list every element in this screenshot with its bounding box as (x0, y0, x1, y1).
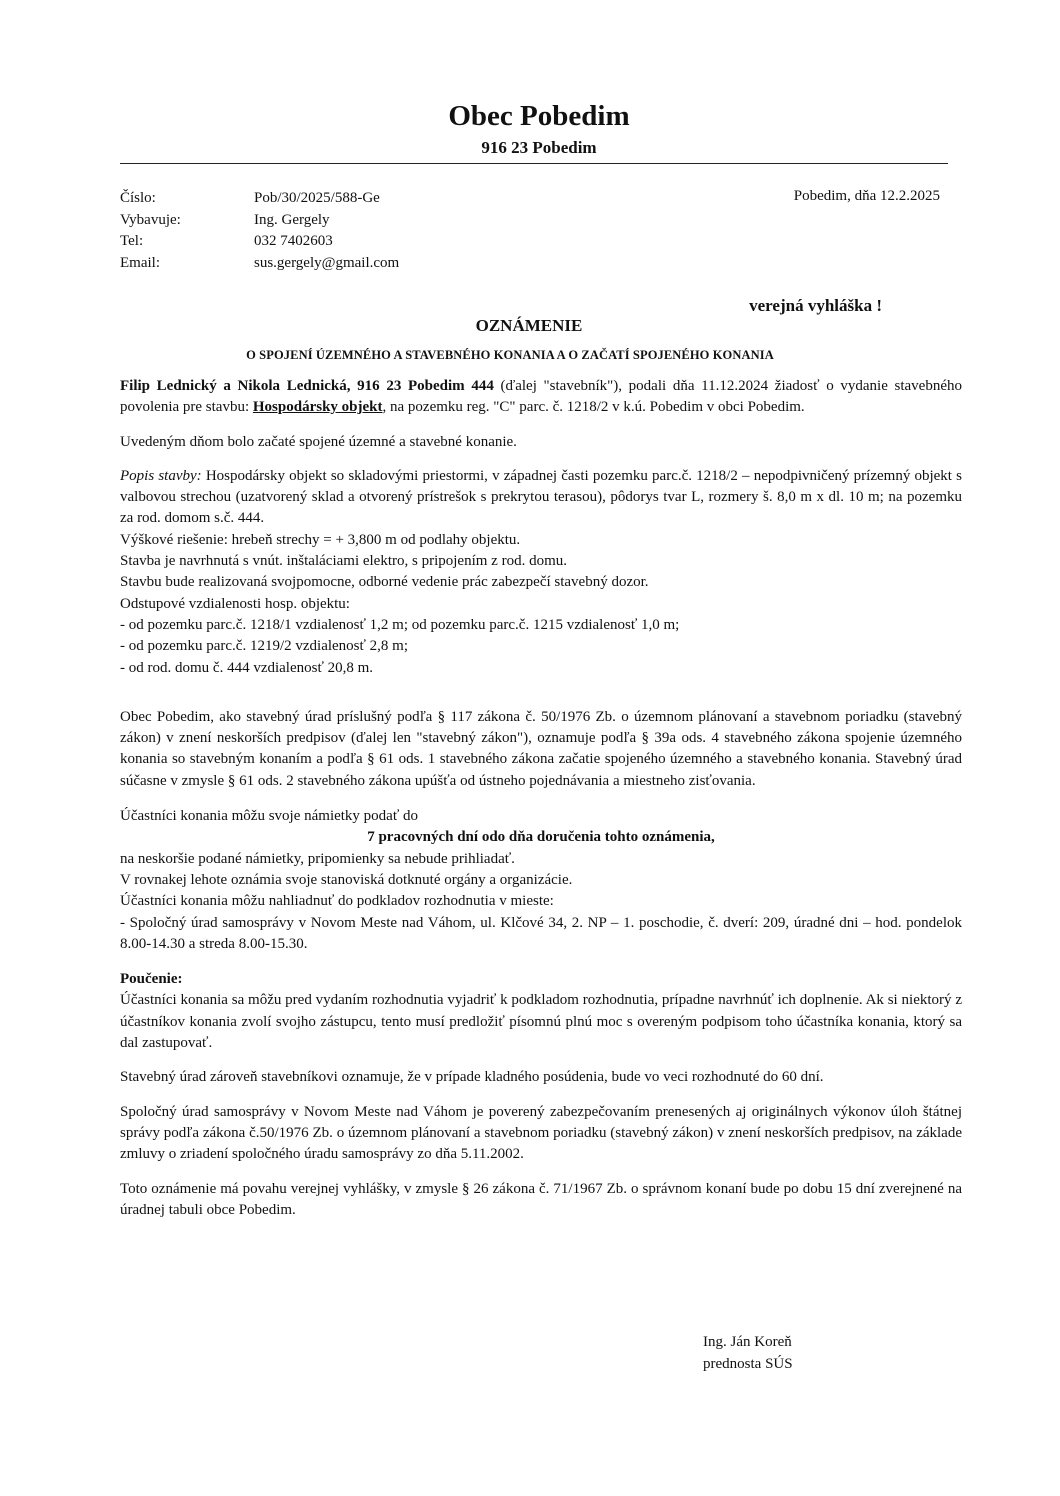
publication-paragraph: Toto oznámenie má povahu verejnej vyhlášky, v zmysle § 26 zákona č. 71/1967 Zb. o správnom konaní bude po dobu 15 dní zverejnené na úradnej tabuli obce Pobedim. (120, 1180, 962, 1218)
meta-key: Vybavuje: (120, 211, 181, 228)
decision-paragraph: Stavebný úrad zároveň stavebníkovi oznamuje, že v prípade kladného posúdenia, bude vo veci rozhodnuté do 60 dní. (120, 1069, 824, 1086)
authority-paragraph: Obec Pobedim, ako stavebný úrad príslušný podľa § 117 zákona č. 50/1976 Zb. o územnom plánovaní a stavebnom poriadku (stavebný zákon) v znení neskorších predpisov (ďalej len "stavebný zákon"), oznamuje podľa § 39a ods. 4 stavebného zákona spojenie územného konania so stavebným konaním a podľa § 61 ods. 1 stavebného zákona začatie spojeného územného a stavebného konania. Stavebný úrad súčasne v zmysle § 61 ods. 2 stavebného zákona upúšťa od ústneho pojednávania a miestneho zisťovania. (120, 708, 962, 789)
instruction-heading: Poučenie: (120, 971, 183, 988)
municipality-address: 916 23 Pobedim (481, 138, 597, 157)
instruction-paragraph: Účastníci konania sa môžu pred vydaním rozhodnutia vyjadriť k podkladom rozhodnutia, prípadne navrhnúť ich doplnenie. Ak si niektorý z účastníkov konania zvolí svojho zástupcu, tento musí predložiť písomnú plnú moc s overeným podpisom toho účastníka konania, ktorý sa dal zastupovať. (120, 992, 962, 1052)
document-subtitle: O SPOJENÍ ÚZEMNÉHO A STAVEBNÉHO KONANIA A O ZAČATÍ SPOJENÉHO KONANIA (246, 348, 774, 362)
signatory-role: prednosta SÚS (703, 1355, 793, 1372)
description-label: Popis stavby: (120, 467, 202, 484)
reference-block (120, 188, 399, 274)
description-text: Hospodársky objekt so skladovými priestormi, v západnej časti pozemku parc.č. 1218/2 – nepodpivničený prízemný objekt s valbovou strechou (uzatvorený sklad a otvorený prístrešok s prekrytou terasou), pôdorys tvar L, rozmery š. 8,0 m x dl. 10 m; na pozemku za rod. domom s.č. 444. (120, 467, 962, 527)
document-body (120, 376, 962, 1221)
meta-value: Ing. Gergely (254, 211, 330, 228)
description-paragraph (120, 466, 962, 530)
municipality-title: Obec Pobedim (448, 100, 630, 132)
document-title: OZNÁMENIE (475, 316, 583, 335)
description-line: Stavbu bude realizovaná svojpomocne, odborné vedenie prác zabezpečí stavebný dozor. (120, 574, 649, 591)
intro-text: (ďalej "stavebník"), podali dňa 11.12.2024 žiadosť o vydanie stavebného povolenia pre stavbu: (120, 378, 962, 416)
description-line: - od pozemku parc.č. 1219/2 vzdialenosť 2,8 m; (120, 638, 409, 655)
objections-deadline: 7 pracovných dní odo dňa doručenia tohto oznámenia, (367, 829, 715, 846)
meta-row-phone (120, 231, 399, 253)
meta-row-number (120, 188, 399, 210)
description-line: Stavba je navrhnutá s vnút. inštaláciami elektro, s pripojením z rod. domu. (120, 553, 567, 570)
description-line: - od rod. domu č. 444 vzdialenosť 20,8 m. (120, 659, 374, 676)
joint-office-paragraph: Spoločný úrad samosprávy v Novom Meste nad Váhom je poverený zabezpečovaním prenesených aj originálnych výkonov úloh štátnej správy podľa zákona č.50/1976 Zb. o územnom plánovaní a stavebnom poriadku (stavebný zákon) v znení neskorších predpisov, na základe zmluvy o zriadení spoločného úradu samosprávy zo dňa 5.11.2002. (120, 1103, 962, 1163)
signatory-name: Ing. Ján Koreň (703, 1334, 792, 1350)
objections-line: Účastníci konania môžu nahliadnuť do podkladov rozhodnutia v mieste: (120, 893, 554, 910)
place-and-date: Pobedim, dňa 12.2.2025 (793, 188, 940, 204)
meta-key: Tel: (120, 233, 144, 249)
objections-line: Účastníci konania môžu svoje námietky podať do (120, 808, 419, 825)
meta-value: sus.gergely@gmail.com (254, 254, 400, 271)
header-divider (120, 163, 948, 164)
meta-key: Číslo: (120, 190, 156, 206)
description-line: Odstupové vzdialenosti hosp. objektu: (120, 595, 350, 612)
objections-line: na neskoršie podané námietky, pripomienky sa nebude prihliadať. (120, 850, 515, 867)
description-line: - od pozemku parc.č. 1218/1 vzdialenosť 1,2 m; od pozemku parc.č. 1215 vzdialenosť 1,0 m; (120, 616, 680, 633)
meta-value: 032 7402603 (254, 233, 333, 249)
meta-row-handler (120, 210, 399, 232)
building-name: Hospodársky objekt (252, 399, 383, 416)
intro-paragraph (120, 376, 962, 419)
intro-text-end: , na pozemku reg. "C" parc. č. 1218/2 v k.ú. Pobedim v obci Pobedim. (382, 399, 805, 416)
description-line: Výškové riešenie: hrebeň strechy = + 3,800 m od podlahy objektu. (120, 531, 521, 548)
objections-line: V rovnakej lehote oznámia svoje stanoviská dotknuté orgány a organizácie. (120, 871, 573, 888)
objections-place: - Spoločný úrad samosprávy v Novom Meste nad Váhom, ul. Klčové 34, 2. NP – 1. poschodie, č. dverí: 209, úradné dni – hod. pondelok 8.00-14.30 a streda 8.00-15.30. (120, 914, 962, 952)
started-paragraph: Uvedeným dňom bolo začaté spojené územné a stavebné konanie. (120, 433, 517, 450)
signature-block (703, 1332, 793, 1375)
meta-value: Pob/30/2025/588-Ge (254, 190, 380, 206)
applicants: Filip Lednický a Nikola Lednická, 916 23 Pobedim 444 (120, 378, 494, 394)
meta-key: Email: (120, 254, 160, 271)
meta-row-email (120, 253, 399, 275)
public-notice-label: verejná vyhláška ! (749, 296, 882, 315)
